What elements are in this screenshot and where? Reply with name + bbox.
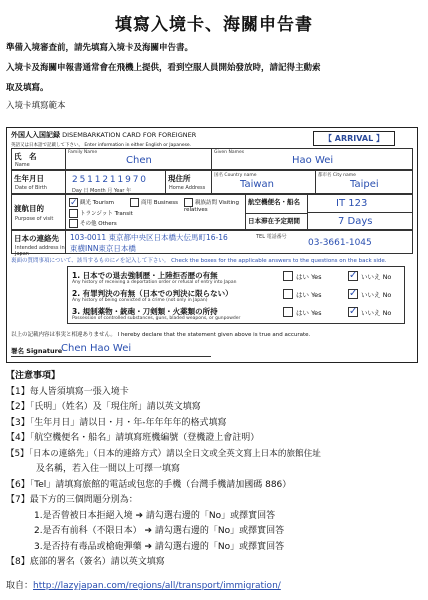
- flight-value[interactable]: IT 123: [336, 198, 368, 209]
- stay-value[interactable]: 7 Days: [338, 216, 373, 227]
- purpose-label: 渡航目的: [14, 204, 44, 213]
- dob-hint: Day 日 Month 月 Year 年: [72, 188, 132, 194]
- purpose-business[interactable]: [130, 198, 178, 207]
- intro-line-1: 準備入境審查前，請先填寫入境卡及海關申告書。: [6, 43, 194, 53]
- purpose-others[interactable]: [69, 219, 117, 228]
- intro-line-4: 入境卡填寫範本: [6, 101, 66, 111]
- purpose-options-cell: [66, 195, 246, 229]
- q1-no-checkbox[interactable]: [348, 271, 358, 281]
- city-value[interactable]: Taipei: [350, 179, 379, 190]
- note-2: 【2】「氏明」（姓名）及「現住所」請以英文填寫: [6, 402, 201, 412]
- source-label: 取自：: [6, 581, 34, 591]
- q2-yes-checkbox[interactable]: [283, 289, 293, 299]
- purpose-others-label: その他 Others: [80, 221, 117, 227]
- dob-row: [11, 170, 413, 194]
- flight-value-cell: [308, 195, 412, 229]
- purpose-transit-label: トランジット Transit: [80, 211, 133, 217]
- home-sub: Home Address: [169, 185, 206, 191]
- notes-section: [6, 369, 424, 571]
- purpose-sub: Purpose of visit: [15, 216, 54, 222]
- q3-no-label: いいえ No: [361, 309, 392, 317]
- dob-value[interactable]: 2 5 1 1 2 1 1 9 7 0: [72, 175, 146, 185]
- q2-no-checkbox[interactable]: [348, 289, 358, 299]
- questions-box: [67, 266, 405, 324]
- question-2-sub: Any history of being convicted of a crime (not only in Japan): [72, 298, 208, 303]
- source-line: [6, 578, 281, 591]
- note-5-line-1: 【5】「日本の連絡先」（日本的連絡方式）請以全日文或全英文寫上日本的旅館住址: [6, 448, 321, 459]
- purpose-others-checkbox[interactable]: [69, 219, 78, 228]
- purpose-row: [11, 194, 413, 230]
- q3-yes-checkbox[interactable]: [283, 307, 293, 317]
- name-label: 氏 名: [14, 152, 37, 161]
- purpose-relatives-label: 親族訪問 Visiting relatives: [184, 200, 239, 213]
- country-cell: [212, 171, 316, 193]
- card-header: [11, 130, 196, 148]
- note-7-item-2: 2.是否有前科（不限日本） ➔ 請勾選右邊的「No」或擇實回答: [34, 526, 285, 536]
- declaration-text: 以上の記載内容は事実と相違ありません。 I hereby declare that the statement given above is true and accurate.: [11, 332, 311, 338]
- page-title: 填寫入境卡、海關申告書: [115, 15, 313, 35]
- note-4: 【4】「航空機便名・船名」請填寫班機編號（登機證上會註明）: [6, 433, 260, 443]
- tick-icon: ✓: [349, 306, 358, 317]
- tel-label: TEL 電話番号: [256, 234, 287, 240]
- contact-address-line-2[interactable]: 東横INN東京日本橋: [70, 244, 136, 253]
- dob-sub: Date of Birth: [15, 185, 47, 191]
- stay-label: 日本滞在予定期間: [248, 217, 300, 225]
- country-value[interactable]: Taiwan: [240, 179, 275, 190]
- card-header-en: DISEMBARKATION CARD FOR FOREIGNER: [62, 131, 197, 139]
- flight-label-cell: [246, 195, 308, 229]
- purpose-transit-checkbox[interactable]: [69, 209, 78, 218]
- dob-label: 生年月日: [14, 174, 44, 183]
- intro-line-2: 入境卡及海關申報書通常會在飛機上提供，看到空服人員開始發放時，請記得主動索: [6, 63, 321, 73]
- question-1-sub: Any history of receiving a deportation order or refusal of entry into Japan: [72, 280, 237, 285]
- question-1: 1. 日本での退去強制歴・上陸拒否歴の有無: [72, 271, 218, 280]
- city-cell: [316, 171, 412, 193]
- home-label: 現住所: [168, 174, 191, 183]
- given-names-cell: [212, 149, 412, 169]
- note-1: 【1】每人皆須填寫一張入境卡: [6, 386, 129, 397]
- note-6: 【6】「Tel」請填寫旅館的電話或包您的手機（台灣手機請加國碼 886）: [6, 479, 292, 490]
- contact-row: [11, 230, 413, 257]
- name-row: [11, 148, 413, 170]
- q1-yes-label: はい Yes: [296, 273, 322, 281]
- note-7-item-1: 1.是否曾被日本拒絕入境 ➔ 請勾選右邊的「No」或擇實回答: [34, 510, 276, 521]
- family-name-label: Family Name: [68, 150, 98, 155]
- disembarkation-card: [6, 127, 418, 363]
- given-names-value[interactable]: Hao Wei: [292, 155, 334, 166]
- name-sub: Name: [15, 162, 30, 168]
- dob-value-cell: [66, 171, 166, 193]
- contact-label: 日本の連絡先: [14, 234, 59, 243]
- purpose-transit[interactable]: [69, 209, 133, 218]
- note-8: 【8】底部的署名（簽名）請以英文填寫: [6, 557, 165, 567]
- contact-value-cell: [66, 231, 412, 253]
- contact-address-line-1[interactable]: 103-0011 東京都中央区日本橋大伝馬町16-16: [70, 233, 228, 242]
- purpose-business-checkbox[interactable]: [130, 198, 139, 207]
- purpose-relatives[interactable]: [184, 198, 245, 213]
- purpose-tourism-label: 観光 Tourism: [80, 200, 115, 206]
- signature-field[interactable]: [11, 342, 211, 357]
- note-7: 【7】最下方的三個問題分別為：: [6, 495, 138, 505]
- city-label: 都市名 City name: [318, 173, 356, 178]
- country-label: 国名 Country name: [214, 173, 257, 178]
- question-3: 3. 規制薬物・銃砲・刀剣類・火薬類の所持: [72, 307, 218, 316]
- q2-no-label: いいえ No: [361, 291, 392, 299]
- tick-icon: ✓: [349, 270, 358, 281]
- q1-yes-checkbox[interactable]: [283, 271, 293, 281]
- question-3-sub: Possession of controlled substances, guns, bladed weapons, or gunpowder: [72, 316, 241, 321]
- purpose-business-label: 商用 Business: [141, 200, 179, 206]
- contact-label-cell: [12, 231, 66, 257]
- dob-label-cell: [12, 171, 66, 193]
- arrival-badge: 【 ARRIVAL 】: [313, 131, 395, 146]
- signature-value[interactable]: Chen Hao Wei: [61, 343, 132, 354]
- tel-value[interactable]: 03-3661-1045: [308, 238, 372, 248]
- intro-line-3: 取及填寫。: [6, 83, 49, 93]
- home-label-cell: [166, 171, 212, 193]
- given-names-label: Given Names: [214, 150, 245, 155]
- question-2: 2. 有罪判決の有無（日本での判決に限らない）: [72, 289, 233, 298]
- q3-no-checkbox[interactable]: [348, 307, 358, 317]
- contact-sub: Intended address in Japan: [15, 245, 65, 257]
- q3-yes-label: はい Yes: [296, 309, 322, 317]
- source-link[interactable]: http://lazyjapan.com/regions/all/transport/immigration/: [33, 581, 281, 591]
- purpose-tourism[interactable]: [69, 198, 114, 207]
- back-side-note: 裏面の質問事項について、該当するものに✓を記入して下さい。 Check the boxes for the applicable answers to the questions on the back side.: [11, 258, 387, 264]
- family-name-cell: [66, 149, 212, 169]
- note-5-line-2: 及名稱，若入住一間以上可擇一填寫: [36, 464, 181, 474]
- q1-no-label: いいえ No: [361, 273, 392, 281]
- note-7-item-3: 3.是否持有毒品或槍砲彈藥 ➔ 請勾選右邊的「No」或擇實回答: [34, 541, 285, 552]
- notes-heading: 【注意事項】: [6, 371, 61, 381]
- signature-label: 署名 Signature: [11, 347, 63, 355]
- family-name-value[interactable]: Chen: [126, 155, 152, 166]
- flight-label: 航空機便名・船名: [246, 195, 307, 214]
- tick-icon: ✓: [349, 288, 358, 299]
- purpose-label-cell: [12, 195, 66, 229]
- purpose-relatives-checkbox[interactable]: [184, 198, 193, 207]
- note-3: 【3】「生年月日」請以日・月・年-年年年年的格式填寫: [6, 417, 227, 428]
- q2-yes-label: はい Yes: [296, 291, 322, 299]
- tick-icon: ✓: [70, 198, 78, 208]
- name-label-cell: [12, 149, 66, 169]
- card-header-jp: 外国人入国記録: [11, 131, 60, 139]
- purpose-tourism-checkbox[interactable]: [69, 198, 78, 207]
- card-header-sub: 英語又は日本語で記載して下さい。 Enter information in either English or Japanese.: [11, 143, 192, 148]
